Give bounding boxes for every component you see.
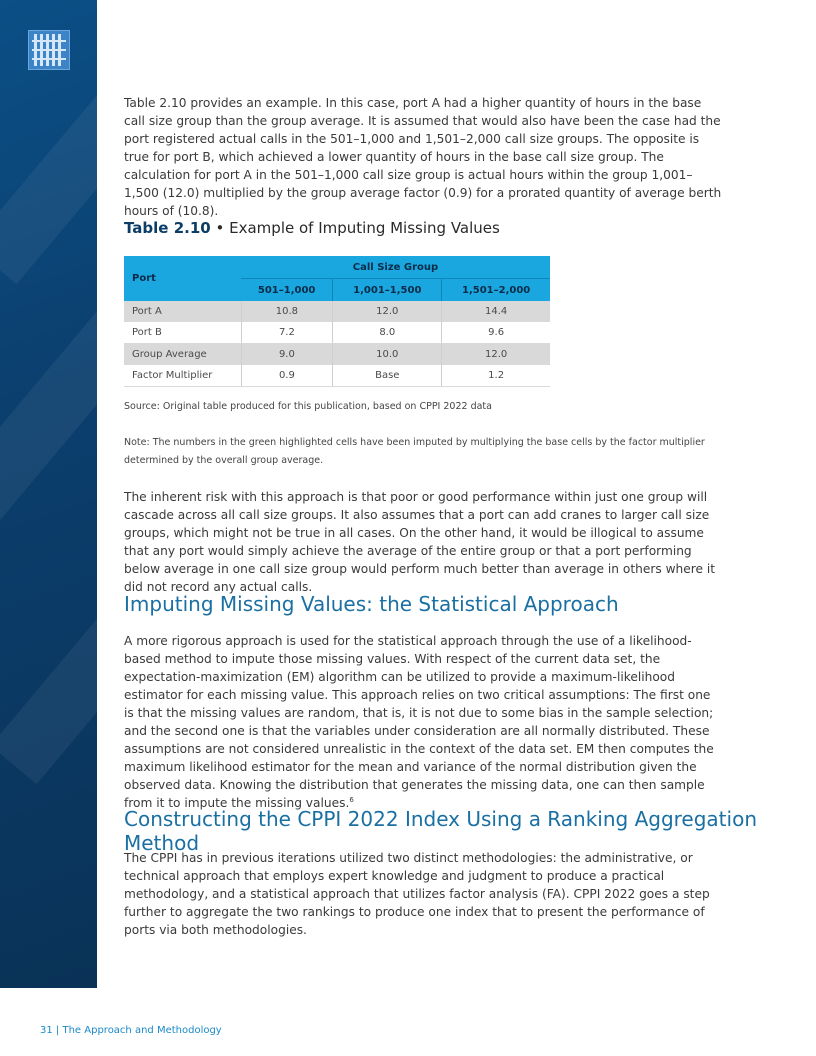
aggregation-paragraph: The CPPI has in previous iterations utilized two distinct methodologies: the administrative, or technical approach that employs expert knowledge and judgment to produce a practical methodology, and a statistical approach that utilizes factor analysis (FA). CPPI 2022 goes a step further to aggregate the two rankings to produce one index that to present the performance of ports via both methodologies. xyxy=(124,851,710,937)
row-label: Group Average xyxy=(124,344,241,366)
statistical-paragraph xyxy=(124,632,724,812)
footer-divider: | xyxy=(55,1025,60,1036)
table-row xyxy=(124,344,550,366)
sidebar-band xyxy=(0,0,97,988)
table-row xyxy=(124,322,550,344)
sidebar-stripe xyxy=(0,256,97,524)
risk-paragraph: The inherent risk with this approach is that poor or good performance within just one group will cascade across all call size groups. It also assumes that a port can add cranes to larger call size groups, which might not be true in all cases. On the other hand, it would be illogical to assume that any port would simply achieve the average of the entire group or that a port performing below average in one call size group would perform much better than average in others where it did not record any actual calls. xyxy=(124,490,716,594)
table-cell: 14.4 xyxy=(442,301,550,322)
table-title xyxy=(124,219,500,237)
footer-section: The Approach and Methodology xyxy=(62,1025,222,1036)
table-cell: Base xyxy=(333,365,442,387)
page-number: 31 xyxy=(40,1025,53,1036)
row-label: Port B xyxy=(124,322,241,344)
footnote-marker[interactable]: 6 xyxy=(349,795,354,804)
table-number: Table 2.10 xyxy=(124,219,211,237)
table-cell: 12.0 xyxy=(333,301,442,322)
logo-icon xyxy=(28,30,70,70)
column-header: 1,501–2,000 xyxy=(442,279,550,302)
table-separator: • xyxy=(215,219,225,237)
row-label: Factor Multiplier xyxy=(124,365,241,387)
row-label: Port A xyxy=(124,301,241,322)
intro-paragraph: Table 2.10 provides an example. In this case, port A had a higher quantity of hours in the base call size group than the group average. It is assumed that would also have been the case had the port registered actual calls in the 501–1,000 and 1,501–2,000 call size groups. The opposite is true for port B, which achieved a lower quantity of hours in the base call size group. The calculation for port A in the 501–1,000 call size group is actual hours within the group 1,001–1,500 (12.0) multiplied by the group average factor (0.9) for a prorated quantity of average berth hours of (10.8). xyxy=(124,96,722,218)
table-note: Note: The numbers in the green highlighted cells have been imputed by multiplying the base cells by the factor multiplier determined by the overall group average. xyxy=(124,437,705,466)
table-cell: 10.0 xyxy=(333,344,442,366)
column-header: 501–1,000 xyxy=(241,279,333,302)
statistical-paragraph-text: A more rigorous approach is used for the statistical approach through the use of a likelihood-based method to impute those missing values. With respect of the current data set, the expectation-maximization (EM) algorithm can be utilized to provide a maximum-likelihood estimator for each missing value. This approach relies on two critical assumptions: The first one is that the missing values are random, that is, it is not due to some bias in the sample selection; and the second one is that the variables under consideration are all normally distributed. These assumptions are not considered unrealistic in the context of the data set. EM then computes the maximum likelihood estimator for the mean and variance of the normal distribution given the observed data. Knowing the distribution that generates the missing data, one can then sample from it to impute the missing values. xyxy=(124,634,714,810)
call-size-group-header: Call Size Group xyxy=(241,256,550,279)
table-cell: 9.6 xyxy=(442,322,550,344)
data-table xyxy=(124,256,550,387)
table-title-text: Example of Imputing Missing Values xyxy=(229,219,500,237)
table-row xyxy=(124,301,550,322)
page-footer xyxy=(40,1025,222,1036)
table-source: Source: Original table produced for this publication, based on CPPI 2022 data xyxy=(124,401,492,412)
sidebar-stripe xyxy=(0,516,97,784)
table-cell: 8.0 xyxy=(333,322,442,344)
port-header: Port xyxy=(124,256,241,301)
table-cell: 1.2 xyxy=(442,365,550,387)
column-header: 1,001–1,500 xyxy=(333,279,442,302)
table-cell: 9.0 xyxy=(241,344,333,366)
section-heading-aggregation: Constructing the CPPI 2022 Index Using a Ranking Aggregation Method xyxy=(124,807,757,855)
table-cell: 7.2 xyxy=(241,322,333,344)
table-cell: 0.9 xyxy=(241,365,333,387)
table-row xyxy=(124,365,550,387)
table-cell: 12.0 xyxy=(442,344,550,366)
table-cell: 10.8 xyxy=(241,301,333,322)
section-heading-statistical: Imputing Missing Values: the Statistical Approach xyxy=(124,592,619,616)
